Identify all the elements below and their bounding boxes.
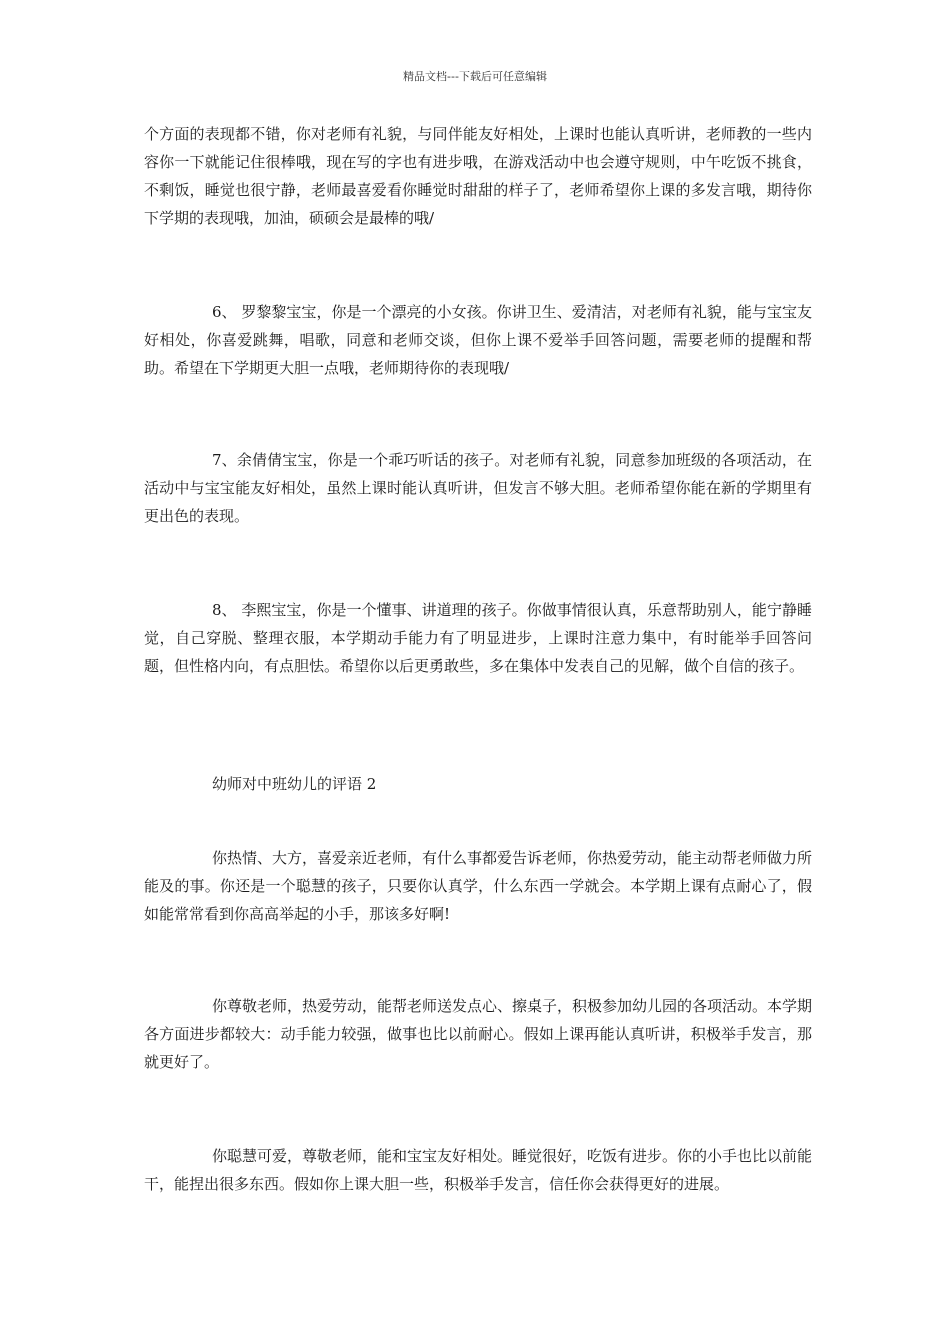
paragraph-continued: 个方面的表现都不错，你对老师有礼貌，与同伴能友好相处，上课时也能认真听讲，老师教的一些内容你一下就能记住很棒哦，现在写的字也有进步哦，在游戏活动中也会遵守规则，中午吃饭不挑食，不剩饭，睡觉也很宁静，老师最喜爱看你睡觉时甜甜的样子了，老师希望你上课的多发言哦，期待你下学期的表现哦，加油，硕硕会是最棒的哦/ [144, 125, 812, 227]
section-heading: 幼师对中班幼儿的评语 2 [212, 775, 377, 793]
paragraph-section-3: 你聪慧可爱，尊敬老师，能和宝宝友好相处。睡觉很好，吃饭有进步。你的小手也比以前能干，能捏出很多东西。假如你上课大胆一些，积极举手发言，信任你会获得更好的进展。 [144, 1147, 813, 1193]
paragraph-comment-8: 8、 李熙宝宝，你是一个懂事、讲道理的孩子。你做事情很认真，乐意帮助别人，能宁静睡觉，自己穿脱、整理衣服，本学期动手能力有了明显进步，上课时注意力集中，有时能举手回答问题，但性格内向，有点胆怯。希望你以后更勇敢些，多在集体中发表自己的见解，做个自信的孩子。 [144, 601, 812, 675]
paragraph-section-2: 你尊敬老师，热爱劳动，能帮老师送发点心、擦桌子，积极参加幼儿园的各项活动。本学期各方面进步都较大：动手能力较强，做事也比以前耐心。假如上课再能认真听讲，积极举手发言，那就更好了。 [144, 997, 813, 1071]
paragraph-comment-7: 7、余倩倩宝宝，你是一个乖巧听话的孩子。对老师有礼貌，同意参加班级的各项活动，在活动中与宝宝能友好相处，虽然上课时能认真听讲，但发言不够大胆。老师希望你能在新的学期里有更出色的表现。 [144, 451, 812, 525]
paragraph-comment-6: 6、 罗黎黎宝宝，你是一个漂亮的小女孩。你讲卫生、爱清洁，对老师有礼貌，能与宝宝友好相处，你喜爱跳舞，唱歌，同意和老师交谈，但你上课不爱举手回答问题，需要老师的提醒和帮助。希望在下学期更大胆一点哦，老师期待你的表现哦/ [144, 303, 812, 377]
page-header: 精品文档---下载后可任意编辑 [403, 70, 547, 83]
paragraph-section-1: 你热情、大方，喜爱亲近老师，有什么事都爱告诉老师，你热爱劳动，能主动帮老师做力所能及的事。你还是一个聪慧的孩子，只要你认真学，什么东西一学就会。本学期上课有点耐心了，假如能常常看到你高高举起的小手，那该多好啊! [144, 849, 813, 923]
